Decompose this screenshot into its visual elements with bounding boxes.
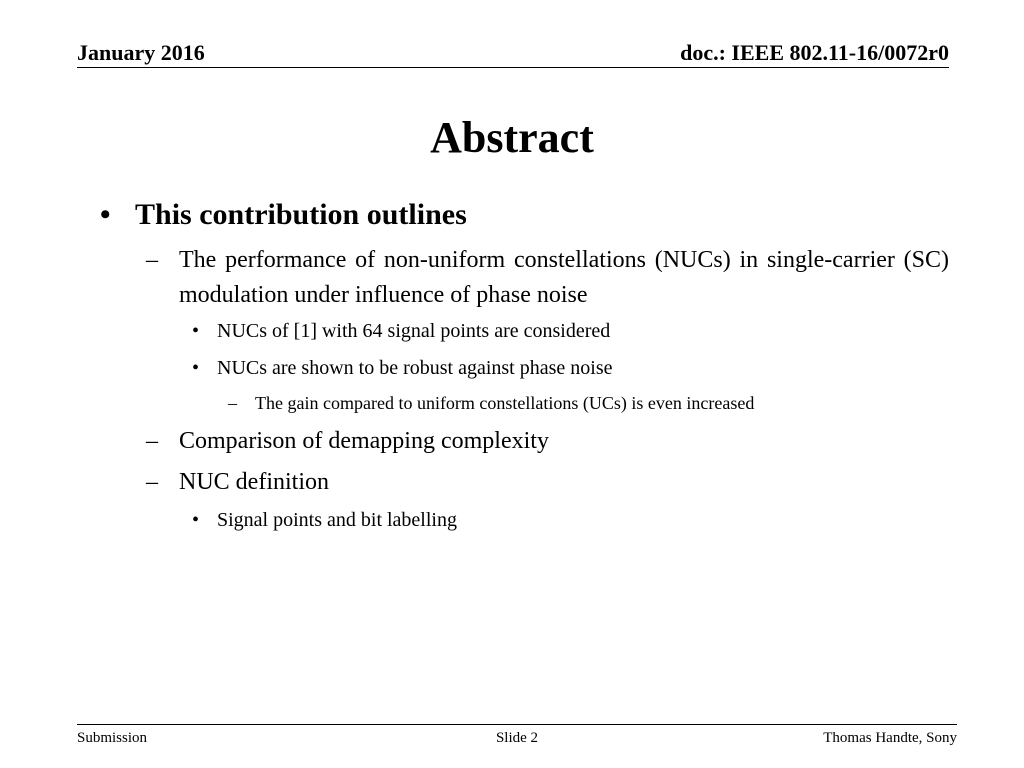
- bullet-definition: NUC definition: [179, 469, 329, 495]
- footer-rule: [77, 724, 957, 725]
- footer-slide-number: Slide 2: [495, 730, 539, 746]
- bullet-marker: •: [192, 320, 200, 342]
- header-rule: [77, 67, 949, 68]
- slide-title: Abstract: [430, 113, 594, 162]
- dash-marker: –: [228, 393, 237, 413]
- bullet-gain: The gain compared to uniform constellations (UCs) is even increased: [255, 393, 755, 413]
- footer-author: Thomas Handte, Sony: [823, 730, 957, 746]
- bullet-signal-points: Signal points and bit labelling: [217, 509, 457, 531]
- header-doc-id: doc.: IEEE 802.11-16/0072r0: [680, 40, 949, 65]
- header-date: January 2016: [77, 40, 205, 65]
- bullet-considered: NUCs of [1] with 64 signal points are considered: [217, 320, 611, 342]
- bullet-marker: •: [192, 357, 200, 379]
- bullet-marker: •: [192, 509, 200, 531]
- bullet-robust: NUCs are shown to be robust against phase noise: [217, 357, 613, 379]
- bullet-marker: •: [100, 198, 111, 231]
- footer-submission: Submission: [77, 730, 148, 746]
- bullet-performance: The performance of non-uniform constellations (NUCs) in single-carrier (SC) modulation under influence of phase noise: [179, 247, 949, 308]
- dash-marker: –: [146, 469, 158, 495]
- dash-marker: –: [146, 247, 158, 273]
- bullet-outline: This contribution outlines: [135, 198, 467, 231]
- dash-marker: –: [146, 428, 158, 454]
- bullet-comparison: Comparison of demapping complexity: [179, 428, 549, 454]
